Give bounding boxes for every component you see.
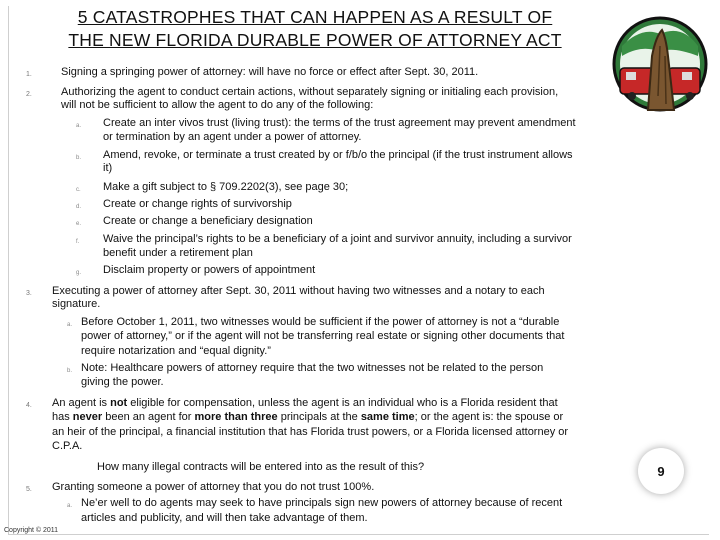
- item-2-line-2: will not be sufficient to allow the agent to do any of the following:: [61, 99, 374, 111]
- copyright-text: Copyright © 2011: [4, 527, 59, 534]
- item-4-line-3: an heir of the principal, a financial institution that has Florida trust powers, or a Florida licensed attorney or: [52, 426, 569, 438]
- item-3a-line-3: require notarization and “equal dignity.”: [81, 345, 271, 357]
- item-4-number: 4.: [26, 402, 32, 409]
- item-5a-marker: a.: [67, 503, 73, 509]
- item-2f-line-2: benefit under a retirement plan: [103, 247, 253, 259]
- item-5-number: 5.: [26, 486, 32, 493]
- title-line-1: 5 CATASTROPHES THAT CAN HAPPEN AS A RESULT OF: [77, 7, 553, 27]
- item-1-text: Signing a springing power of attorney: will have no force or effect after Sept. 30, 2011.: [61, 66, 479, 78]
- slide-title: [30, 6, 600, 52]
- title-line-2: THE NEW FLORIDA DURABLE POWER OF ATTORNEY ACT: [68, 30, 562, 50]
- item-2e-marker: e.: [76, 221, 82, 227]
- item-3b-line-1: Note: Healthcare powers of attorney require that the two witnesses not be related to the person: [81, 362, 544, 374]
- page-number: 9: [657, 463, 665, 479]
- item-1-number: 1.: [26, 71, 32, 78]
- item-2b-line-2: it): [103, 162, 113, 174]
- item-3b-line-2: giving the power.: [81, 376, 164, 388]
- item-2b-marker: b.: [76, 155, 82, 161]
- item-5a-line-2: articles and publicity, and will then take advantage of them.: [81, 512, 368, 524]
- question-text: How many illegal contracts will be entered into as the result of this?: [97, 461, 425, 473]
- item-4-line-1: An agent is not eligible for compensation, unless the agent is an individual who is a Florida resident that: [52, 397, 558, 409]
- item-2f-marker: f.: [76, 239, 80, 245]
- item-3-number: 3.: [26, 290, 32, 297]
- tree-and-car-crash-icon: [612, 16, 708, 112]
- item-2g-text: Disclaim property or powers of appointment: [103, 264, 316, 276]
- item-4-line-2: has never been an agent for more than three principals at the same time; or the agent is: the spouse or: [52, 411, 564, 423]
- item-2d-text: Create or change rights of survivorship: [103, 198, 292, 210]
- item-2g-marker: g.: [76, 270, 82, 276]
- item-3b-marker: b.: [67, 368, 73, 374]
- item-3a-line-2: power of attorney,” or if the agent will not be transferring real estate or signing other documents that: [81, 330, 565, 342]
- item-2f-line-1: Waive the principal’s rights to be a beneficiary of a joint and survivor annuity, including a survivor: [103, 233, 572, 245]
- item-2c-marker: c.: [76, 187, 81, 193]
- item-2a-line-1: Create an inter vivos trust (living trust): the terms of the trust agreement may prevent amendment: [103, 117, 576, 129]
- item-2d-marker: d.: [76, 204, 82, 210]
- item-4-line-4: C.P.A.: [52, 440, 83, 452]
- item-5-line-1: Granting someone a power of attorney that you do not trust 100%.: [52, 481, 375, 493]
- item-2b-line-1: Amend, revoke, or terminate a trust created by or f/b/o the principal (if the trust instrument allows: [103, 149, 573, 161]
- item-3a-line-1: Before October 1, 2011, two witnesses would be sufficient if the power of attorney is not a “durable: [81, 316, 560, 328]
- item-2a-line-2: or termination by an agent under a power of attorney.: [103, 131, 362, 143]
- item-5a-line-1: Ne’er well to do agents may seek to have principals sign new powers of attorney because of recent: [81, 497, 563, 509]
- page-number-badge: [638, 448, 684, 494]
- item-2a-marker: a.: [76, 123, 82, 129]
- item-2e-text: Create or change a beneficiary designation: [103, 215, 313, 227]
- item-3-line-2: signature.: [52, 298, 101, 310]
- item-2c-text: Make a gift subject to § 709.2202(3), see page 30;: [103, 181, 349, 193]
- item-3a-marker: a.: [67, 322, 73, 328]
- item-2-line-1: Authorizing the agent to conduct certain actions, without separately signing or initialing each provision,: [61, 86, 559, 98]
- item-2-number: 2.: [26, 91, 32, 98]
- item-3-line-1: Executing a power of attorney after Sept. 30, 2011 without having two witnesses and a notary to each: [52, 285, 545, 297]
